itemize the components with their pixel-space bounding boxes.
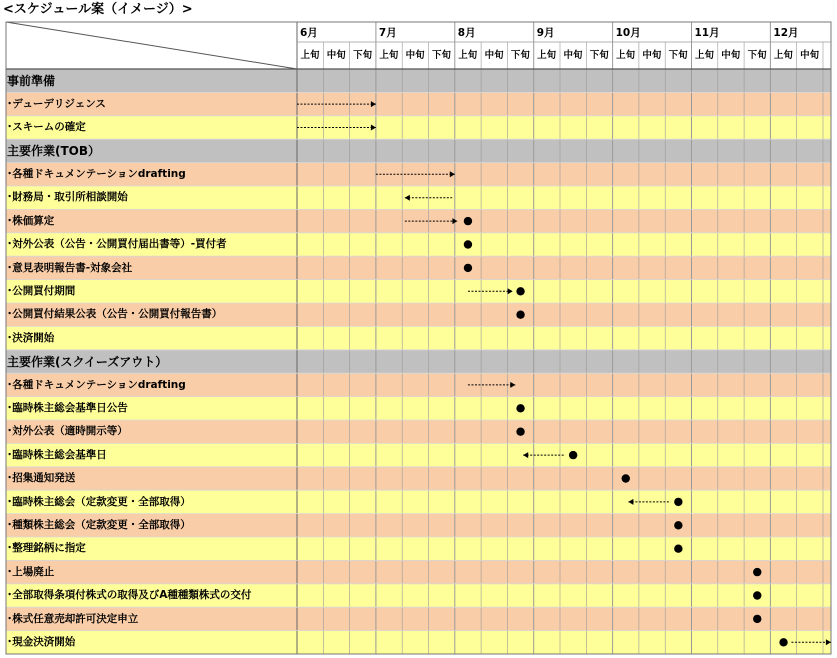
milestone-dot (464, 264, 472, 272)
task-row (6, 631, 831, 654)
milestone-dot (674, 545, 682, 553)
month-header: 8月 (457, 27, 476, 39)
task-label: ･上場廃止 (7, 565, 55, 578)
task-row (6, 116, 831, 139)
milestone-dot (516, 287, 524, 295)
milestone-dot (464, 217, 472, 225)
task-row (6, 560, 831, 583)
period-header: 中旬 (800, 50, 820, 61)
task-row (6, 326, 831, 349)
period-header: 上旬 (616, 50, 636, 61)
milestone-dot (516, 404, 524, 412)
task-row (6, 443, 831, 466)
task-row (6, 420, 831, 443)
task-label: ･臨時株主総会基準日公告 (7, 402, 128, 415)
milestone-dot (464, 240, 472, 248)
task-label: ･臨時株主総会（定款変更・全部取得） (7, 495, 191, 508)
milestone-dot (516, 428, 524, 436)
period-header: 中旬 (484, 50, 504, 61)
task-label: ･整理銘柄に指定 (7, 542, 86, 555)
task-label: ･スキームの確定 (7, 121, 86, 134)
period-header: 上旬 (458, 50, 478, 61)
task-label: ･決済開始 (7, 331, 55, 344)
task-label: ･デューデリジェンス (7, 97, 106, 110)
section-row (6, 69, 831, 92)
period-header: 下旬 (353, 50, 373, 61)
task-row (6, 467, 831, 490)
period-header: 下旬 (668, 50, 688, 61)
task-label: ･現金決済開始 (7, 636, 76, 649)
month-header: 11月 (694, 27, 720, 39)
period-header: 中旬 (326, 50, 346, 61)
task-row (6, 92, 831, 115)
month-header: 12月 (773, 27, 799, 39)
task-label: ･株価算定 (7, 214, 55, 227)
milestone-dot (622, 474, 630, 482)
task-label: ･株式任意売却許可決定申立 (7, 612, 139, 625)
task-label: ･財務局・取引所相談開始 (7, 191, 128, 204)
period-header: 上旬 (379, 50, 399, 61)
milestone-dot (753, 591, 761, 599)
period-header: 上旬 (773, 50, 793, 61)
task-label: ･対外公表（公告・公開買付届出書等）-買付者 (7, 238, 227, 251)
period-header: 中旬 (405, 50, 425, 61)
section-row (6, 139, 831, 162)
period-header: 上旬 (537, 50, 557, 61)
period-header: 下旬 (510, 50, 530, 61)
section-label: 事前準備 (7, 73, 56, 88)
period-header: 下旬 (589, 50, 609, 61)
milestone-dot (569, 451, 577, 459)
section-label: 主要作業(TOB） (7, 143, 101, 158)
milestone-dot (779, 638, 787, 646)
task-row (6, 397, 831, 420)
period-header: 中旬 (721, 50, 741, 61)
month-header: 6月 (300, 27, 318, 39)
task-label: ･臨時株主総会基準日 (7, 448, 107, 461)
period-header: 下旬 (747, 50, 767, 61)
month-header: 9月 (536, 27, 555, 39)
period-header: 上旬 (300, 50, 320, 61)
task-label: ･種類株主総会（定款変更・全部取得） (7, 519, 191, 532)
task-row (6, 209, 831, 232)
task-row (6, 280, 831, 303)
period-header: 中旬 (563, 50, 583, 61)
task-row (6, 537, 831, 560)
month-header: 7月 (378, 27, 397, 39)
section-label: 主要作業(スクイーズアウト） (7, 354, 168, 369)
task-label: ･各種ドキュメンテーションdrafting (7, 378, 186, 391)
month-header: 10月 (615, 27, 641, 39)
task-label: ･招集通知発送 (7, 472, 76, 485)
milestone-dot (674, 521, 682, 529)
milestone-dot (516, 311, 524, 319)
milestone-dot (674, 498, 682, 506)
milestone-dot (753, 615, 761, 623)
milestone-dot (753, 568, 761, 576)
task-label: ･公開買付結果公表（公告・公開買付報告書） (7, 308, 223, 321)
schedule-title: <スケジュール案（イメージ）> (3, 2, 193, 17)
task-label: ･各種ドキュメンテーションdrafting (7, 168, 186, 181)
period-header: 下旬 (431, 50, 451, 61)
task-label: ･意見表明報告書-対象会社 (7, 261, 133, 274)
period-header: 上旬 (694, 50, 714, 61)
task-row (6, 186, 831, 209)
task-label: ･全部取得条項付株式の取得及びA種種類株式の交付 (7, 589, 252, 602)
task-label: ･対外公表（適時開示等） (7, 425, 128, 438)
task-label: ･公開買付期間 (7, 285, 76, 298)
period-header: 中旬 (642, 50, 662, 61)
